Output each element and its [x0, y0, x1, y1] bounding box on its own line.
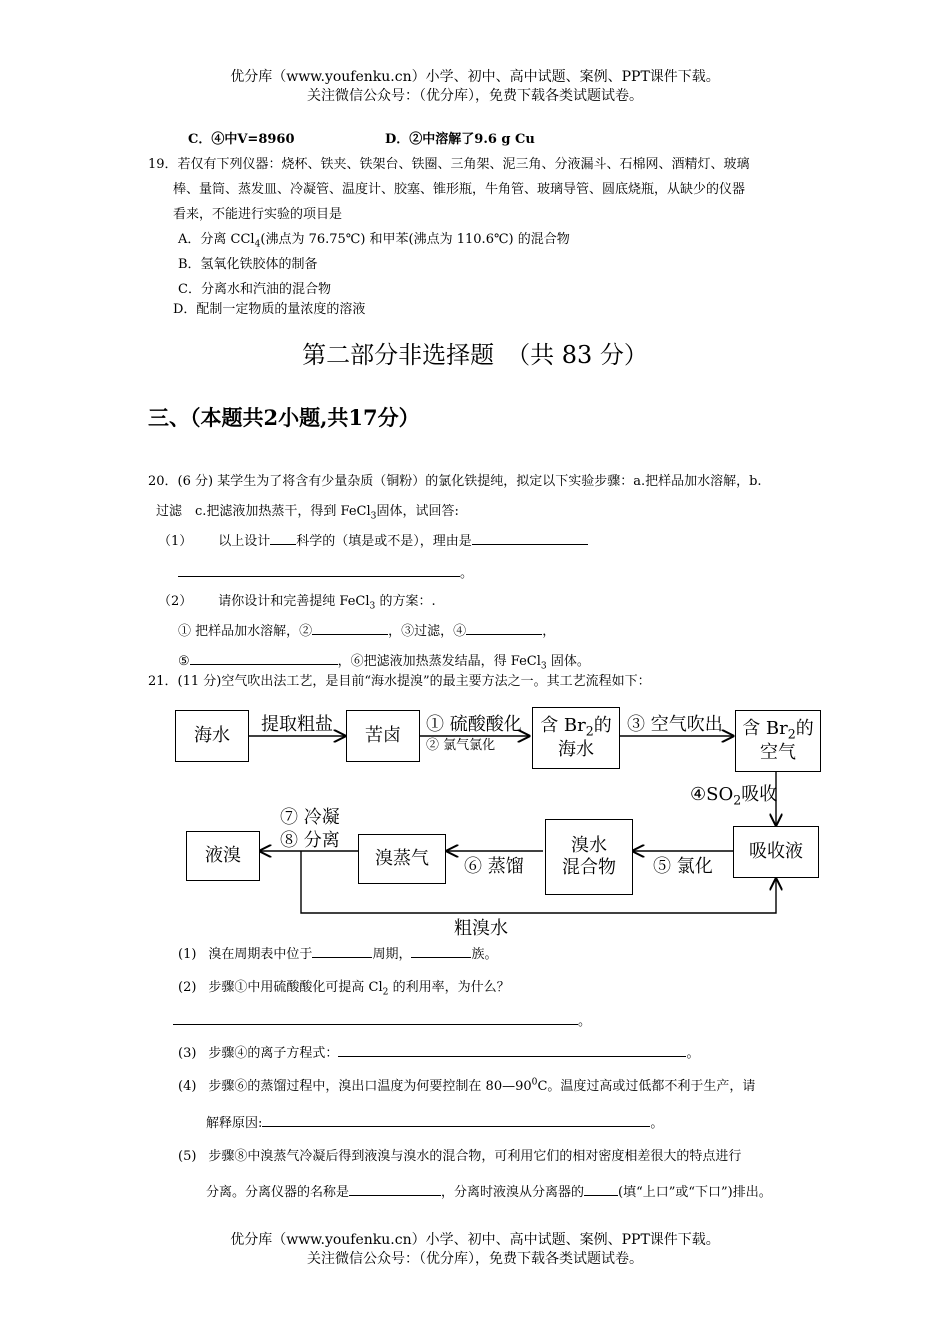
box-br2-seawater: 含 $Br_2$的 海水: [532, 707, 620, 769]
box-bromine-water-mix: 溴水 混合物: [545, 819, 633, 895]
q21-stem: 21．(11 分)空气吹出法工艺，是目前“海水提溴”的最主要方法之一。其工艺流程如下：: [148, 674, 651, 689]
answer-blank[interactable]: [312, 945, 372, 958]
section3-title: 三、（本题共2小题,共17分）: [148, 405, 420, 430]
q21-part2-answer-line: 。: [173, 1010, 591, 1029]
label-crude-bromine-water: 粗溴水: [454, 918, 508, 939]
label-step6: ⑥ 蒸馏: [464, 856, 524, 877]
box-absorb-liquid: 吸收液: [733, 826, 819, 878]
q21-part1: (1) 溴在周期表中位于 周期， 族。: [178, 947, 498, 962]
q21-part5-line2: 分离。分离仪器的名称是 ，分离时液溴从分离器的 (填“上口”或“下口”)排出。: [206, 1185, 772, 1200]
q19-option-c: C．分离水和汽油的混合物: [178, 282, 331, 297]
q20-stem-line2: 过滤 c.把滤液加热蒸干，得到 FeCl$_3$固体，试回答:: [156, 504, 459, 522]
answer-blank[interactable]: [584, 1183, 618, 1196]
q21-part3: (3) 步骤④的离子方程式： 。: [178, 1046, 700, 1061]
q20-part2: （2） 请你设计和完善提纯 FeCl$_3$ 的方案：.: [158, 594, 436, 612]
site-footer-line1: 优分库（www.youfenku.cn）小学、初中、高中试题、案例、PPT课件下载。: [230, 1232, 720, 1248]
q20-part1-reason-line: 。: [178, 562, 473, 581]
q21-part5: (5) 步骤⑧中溴蒸气冷凝后得到液溴与溴水的混合物，可利用它们的相对密度相差很大的特点进行: [178, 1149, 742, 1164]
answer-blank[interactable]: [411, 945, 471, 958]
q21-part4-reason: 解释原因: 。: [206, 1116, 664, 1131]
q21-part4: (4) 步骤⑥的蒸馏过程中，溴出口温度为何要控制在 $80—90^0C$。温度过高或过低都不利于生产，请: [178, 1077, 756, 1094]
site-header-line2: 关注微信公众号：（优分库），免费下载各类试题试卷。: [307, 88, 643, 104]
answer-blank[interactable]: [173, 1012, 578, 1025]
site-header-line1: 优分库（www.youfenku.cn）小学、初中、高中试题、案例、PPT课件下载。: [230, 69, 720, 85]
box-bittern: 苦卤: [346, 710, 420, 762]
label-step4: $④SO_2$吸收: [690, 784, 778, 808]
q20-part1: （1） 以上设计 科学的（填是或不是），理由是: [158, 530, 588, 549]
q20-stem-line1: 20．(6 分) 某学生为了将含有少量杂质（铜粉）的氯化铁提纯，拟定以下实验步骤：a.把样品加水溶解，b.: [148, 474, 762, 489]
part2-title: 第二部分非选择题 （共 83 分）: [302, 341, 648, 369]
box-bromine-vapor: 溴蒸气: [358, 834, 446, 884]
label-step2: ② 氯气氯化: [426, 738, 496, 753]
q18-option-d: D．②中溶解了9.6 g Cu: [385, 132, 535, 147]
box-seawater: 海水: [175, 710, 249, 762]
answer-blank[interactable]: [338, 1044, 686, 1057]
q21-part2: (2) 步骤①中用硫酸酸化可提高 $Cl_2$ 的利用率，为什么？: [178, 980, 510, 998]
label-step3: ③ 空气吹出: [627, 714, 723, 735]
q20-steps-line2: ⑤ ，⑥把滤液加热蒸发结晶，得 FeCl$_3$ 固体。: [178, 654, 590, 672]
box-liquid-bromine: 液溴: [186, 831, 260, 881]
q19-stem-line3: 看来，不能进行实验的项目是: [173, 207, 343, 222]
q20-steps-line1: ① 把样品加水溶解，② ，③过滤，④ ，: [178, 624, 556, 639]
label-step7: ⑦ 冷凝: [280, 807, 340, 828]
q19-option-a: A．分离 CCl$_4$(沸点为 76.75℃) 和甲苯(沸点为 110.6℃) 的混合物: [178, 232, 570, 250]
label-step1: ① 硫酸酸化: [426, 714, 522, 735]
answer-blank[interactable]: [349, 1183, 441, 1196]
box-br2-air: 含 $Br_2$的 空气: [735, 710, 821, 772]
q18-option-c: C．④中V=8960: [188, 132, 295, 147]
q19-option-b: B．氢氧化铁胶体的制备: [178, 257, 318, 272]
answer-blank[interactable]: [262, 1114, 650, 1127]
label-step8: ⑧ 分离: [280, 830, 340, 851]
q19-stem-line1: 19．若仅有下列仪器：烧杯、铁夹、铁架台、铁圈、三角架、泥三角、分液漏斗、石棉网、酒精灯、玻璃: [148, 157, 750, 172]
q19-stem-line2: 棒、量筒、蒸发皿、冷凝管、温度计、胶塞、锥形瓶，牛角管、玻璃导管、圆底烧瓶，从缺少的仪器: [173, 182, 746, 197]
label-step5: ⑤ 氯化: [653, 856, 713, 877]
q19-option-d: D．配制一定物质的量浓度的溶液: [173, 302, 366, 317]
label-extract-salt: 提取粗盐: [261, 714, 333, 735]
site-footer-line2: 关注微信公众号：（优分库），免费下载各类试题试卷。: [307, 1251, 643, 1267]
